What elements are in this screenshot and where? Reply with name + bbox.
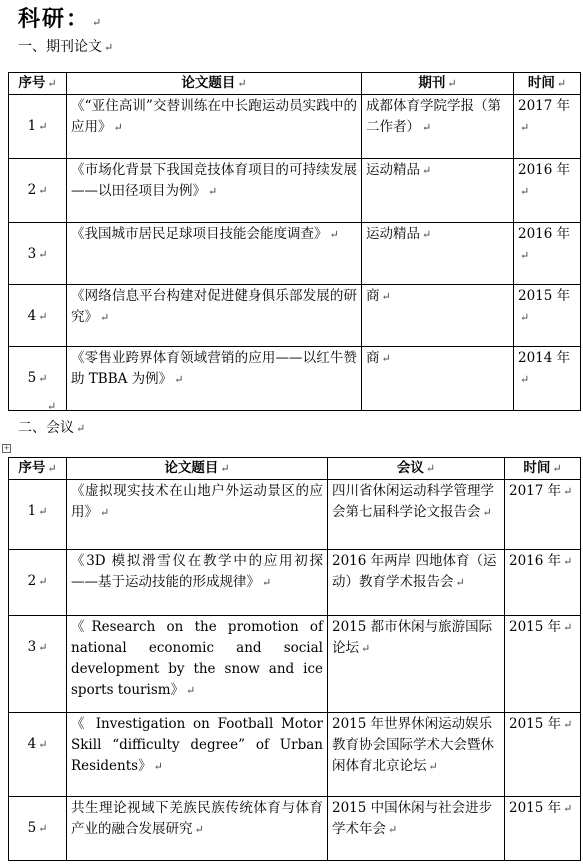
publication-year: 2015 年 ↵ <box>505 713 581 797</box>
column-header: 期刊 ↵ <box>362 73 514 95</box>
publication-year: 2016 年↵ <box>514 223 581 285</box>
table-header-row <box>9 458 581 480</box>
row-number: 4 ↵ <box>9 713 67 797</box>
venue-name: 2015 都市休闲与旅游国际论坛 ↵ <box>328 616 505 713</box>
table-row <box>9 616 581 713</box>
paper-title: 《“亚住高训”交替训练在中长跑运动员实践中的应用》 ↵ <box>67 95 362 159</box>
table-row <box>9 159 581 223</box>
paper-title: 《虚拟现实技术在山地户外运动景区的应用》 ↵ <box>67 480 328 550</box>
row-number: 5 ↵ <box>9 347 67 411</box>
row-number: 3 ↵ <box>9 616 67 713</box>
publication-year: 2014 年↵ <box>514 347 581 411</box>
table-row <box>9 713 581 797</box>
publication-year: 2016 年 ↵ <box>505 550 581 616</box>
paper-title: 《网络信息平台构建对促进健身俱乐部发展的研究》 ↵ <box>67 285 362 347</box>
column-header: 序号 ↵ <box>9 458 67 480</box>
column-header: 论文题目 ↵ <box>67 458 328 480</box>
column-header: 序号 ↵ <box>9 73 67 95</box>
table-move-handle-icon[interactable]: + <box>3 444 10 452</box>
venue-name: 2016 年两岸 四地体育（运动）教育学术报告会 ↵ <box>328 550 505 616</box>
row-number: 1 ↵ <box>9 480 67 550</box>
paper-title: 《零售业跨界体育领域营销的应用——以红牛赞助 TBBA 为例》 ↵ <box>67 347 362 411</box>
column-header: 时间 ↵ <box>514 73 581 95</box>
table-row <box>9 797 581 861</box>
publication-year: 2017 年 ↵ <box>505 480 581 550</box>
venue-name: 商 ↵ <box>362 347 514 411</box>
paper-title: 《我国城市居民足球项目技能会能度调查》 ↵ <box>67 223 362 285</box>
table-row <box>9 347 581 411</box>
publication-year: 2016 年↵ <box>514 159 581 223</box>
venue-name: 商 ↵ <box>362 285 514 347</box>
journal-papers-table <box>8 72 581 411</box>
paper-title: 《Research on the promotion of national economic and social development by the snow and ice sports tourism》 ↵ <box>67 616 328 713</box>
paper-title: 共生理论视域下羌族民族传统体育与体育产业的融合发展研究 ↵ <box>67 797 328 861</box>
row-number: 3 ↵ <box>9 223 67 285</box>
table-row <box>9 95 581 159</box>
publication-year: 2015 年 ↵ <box>505 797 581 861</box>
venue-name: 2015 年世界休闲运动娱乐教育协会国际学术大会暨休闲体育北京论坛 ↵ <box>328 713 505 797</box>
venue-name: 成都体育学院学报（第二作者） ↵ <box>362 95 514 159</box>
table-row <box>9 550 581 616</box>
publication-year: 2015 年↵ <box>514 285 581 347</box>
blank-paragraph: ↵ <box>47 400 57 413</box>
conference-papers-table <box>8 457 581 861</box>
publication-year: 2015 年 ↵ <box>505 616 581 713</box>
venue-name: 运动精品 ↵ <box>362 159 514 223</box>
table-row <box>9 223 581 285</box>
paper-title: 《市场化背景下我国竞技体育项目的可持续发展——以田径项目为例》 ↵ <box>67 159 362 223</box>
column-header: 论文题目 ↵ <box>67 73 362 95</box>
table-header-row <box>9 73 581 95</box>
page-title: 科研： ↵ <box>18 6 104 32</box>
paper-title: 《3D 模拟滑雪仪在教学中的应用初探——基于运动技能的形成规律》 ↵ <box>67 550 328 616</box>
section-heading-conference: 二、会议 ↵ <box>18 420 86 436</box>
venue-name: 2015 中国休闲与社会进步学术年会 ↵ <box>328 797 505 861</box>
row-number: 2 ↵ <box>9 159 67 223</box>
venue-name: 四川省休闲运动科学管理学会第七届科学论文报告会 ↵ <box>328 480 505 550</box>
table-row <box>9 480 581 550</box>
publication-year: 2017 年↵ <box>514 95 581 159</box>
column-header: 会议 ↵ <box>328 458 505 480</box>
paper-title: 《 Investigation on Football Motor Skill “difficulty degree” of Urban Residents》 ↵ <box>67 713 328 797</box>
section-heading-journal: 一、期刊论文 ↵ <box>18 39 114 55</box>
venue-name: 运动精品 ↵ <box>362 223 514 285</box>
row-number: 2 ↵ <box>9 550 67 616</box>
row-number: 4 ↵ <box>9 285 67 347</box>
row-number: 5 ↵ <box>9 797 67 861</box>
table-row <box>9 285 581 347</box>
row-number: 1 ↵ <box>9 95 67 159</box>
column-header: 时间 ↵ <box>505 458 581 480</box>
